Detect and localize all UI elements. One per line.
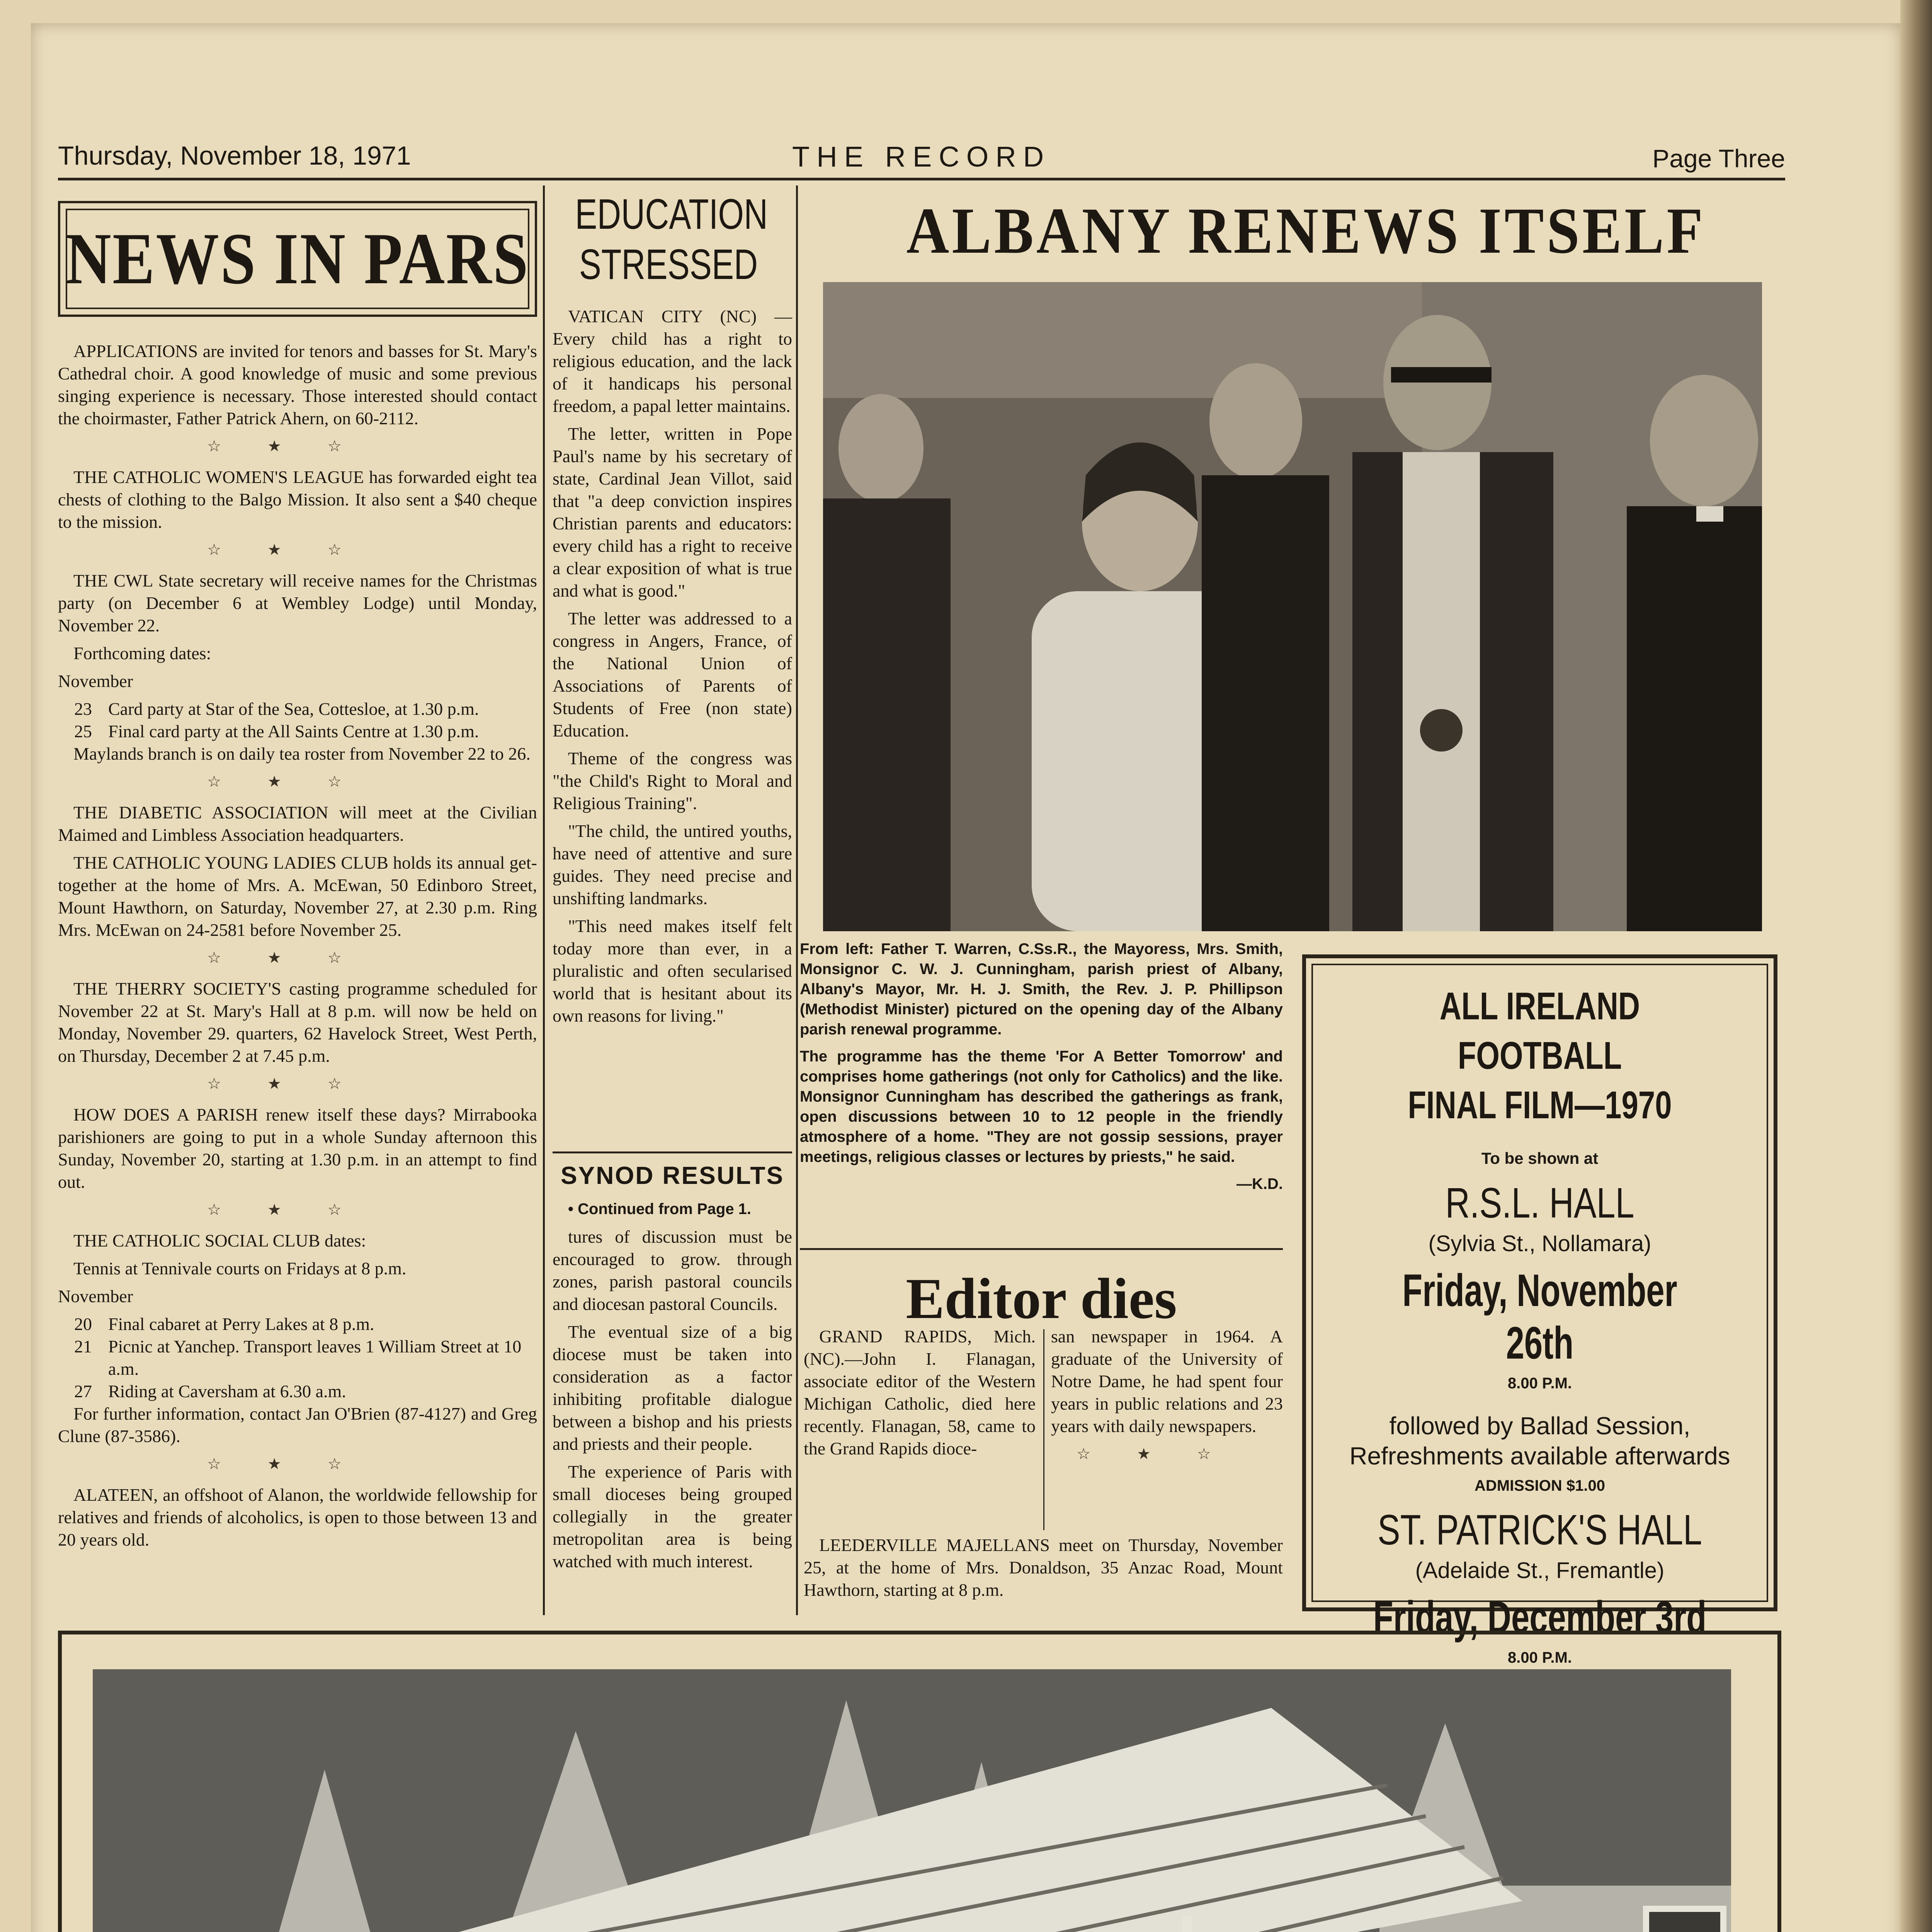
list-item: 20 Final cabaret at Perry Lakes at 8 p.m. [74,1314,374,1334]
article-paragraph: GRAND RAPIDS, Mich. (NC).—John I. Flanagan, associate editor of the Western Michigan Catholic, died here recently. Flanagan, 58, came to the Grand Rapids dioce- [804,1327,1036,1458]
film-venue-1: R.S.L. HALL [1445,1179,1634,1227]
par-item: THE THERRY SOCIETY'S casting programme scheduled for November 22 at St. Mary's Hall at 8 p.m. will now be held on Monday, November 29. quarters, 62 Havelock Street, West Perth, on Thursday, December 2 at 7.45 p.m. [58,979,537,1066]
star-separator: ☆★☆ [207,541,388,558]
article-paragraph: Theme of the congress was "the Child's Right to Moral and Religious Training". [553,748,792,813]
par-item: HOW DOES A PARISH renew itself these days? Mirrabooka parishioners are going to put in a whole Sunday afternoon this Sunday, November 20, starting at 1.30 p.m. in an attempt to find out. [58,1105,537,1192]
film-shown-at: To be shown at [1481,1149,1599,1167]
education-article [553,305,792,1032]
star-separator: ☆★☆ [207,1201,388,1218]
star-separator: ☆★☆ [207,1075,388,1092]
editor-dies-headline: Editor dies [800,1248,1283,1332]
par-item: ALATEEN, an offshoot of Alanon, the worldwide fellowship for relatives and friends of alcoholics, is open to those between 13 and 20 years old. [58,1485,537,1549]
film-date-1: Friday, November 26th [1402,1265,1677,1369]
page-edge [1900,0,1932,1932]
article-paragraph: "The child, the untired youths, have need of attentive and sure guides. They need precise and unshifting landmarks. [553,821,792,908]
header-page-number: Page Three [1652,144,1785,173]
film-venue-2: ST. PATRICK'S HALL [1378,1506,1702,1554]
star-separator: ☆★☆ [1077,1445,1257,1463]
news-in-pars-body [58,340,537,1556]
list-item: 25 Final card party at the All Saints Centre at 1.30 p.m. [74,721,479,741]
month-label: November [58,671,133,691]
star-separator: ☆★☆ [207,949,388,966]
article-paragraph: The letter, written in Pope Paul's name by his secretary of state, Cardinal Jean Villot, said that "a deep conviction inspires Christian parents and educators: every child has a right to receive a clear exposition of what is true and what is good." [553,424,792,600]
editor-article-col1 [804,1325,1036,1465]
article-paragraph: tures of discussion must be encouraged to grow. through zones, parish pastoral councils and diocesan pastoral Councils. [553,1227,792,1314]
photo-caption [800,939,1283,1201]
article-paragraph: "This need makes itself felt today more than ever, in a pluralistic and often secularised world that is hesitant about its own reasons for living." [553,916,792,1026]
article-paragraph: The experience of Paris with small dioceses being grouped collegially in the greater metropolitan area is being watched with much interest. [553,1462,792,1571]
header-date: Thursday, November 18, 1971 [58,141,411,170]
article-paragraph: The letter was addressed to a congress in Angers, France, of the National Union of Associations of Parents of Students of Free (non state) Education. [553,609,792,740]
film-title: ALL IRELAND FOOTBALL FINAL FILM—1970 [1408,985,1672,1127]
caption-byline: —K.D. [1236,1175,1283,1192]
caption-paragraph: The programme has the theme 'For A Better Tomorrow' and comprises home gatherings (not only for Catholics) and the like. Monsignor Cunningham has described the gatherings as frank, open discussions between 10 to 12 people in the friendly atmosphere of a home. "They are not gossip sessions, prayer meetings, religious classes or lectures by priests," he said. [800,1048,1283,1165]
prefabricated-enterprises-ad [58,1631,1781,1932]
article-paragraph: LEEDERVILLE MAJELLANS meet on Thursday, November 25, at the home of Mrs. Donaldson, 35 Anzac Road, Mount Hawthorn, starting at 8 p.m. [804,1535,1283,1600]
albany-group-photo [823,282,1762,931]
continued-note: • Continued from Page 1. [568,1201,752,1218]
month-label: November [58,1286,133,1306]
film-date-2: Friday, December 3rd [1373,1592,1707,1643]
list-item: 23 Card party at Star of the Sea, Cottesloe, at 1.30 p.m. [74,699,479,719]
football-film-ad [1302,954,1777,1666]
page-header [58,128,1785,180]
column-rule [543,185,545,1615]
house-illustration [93,1669,1731,1932]
star-separator: ☆★☆ [207,437,388,455]
par-item: APPLICATIONS are invited for tenors and basses for St. Mary's Cathedral choir. A good knowledge of music and some previous singing experience is necessary. Those interested should contact the choirmaster, Father Patrick Ahern, on 60-2112. [58,341,537,428]
education-headline: EDUCATION STRESSED [575,190,768,288]
film-address-1: (Sylvia St., Nollamara) [1428,1231,1651,1256]
column-rule [796,185,798,1615]
par-item: Forthcoming dates: [73,643,211,663]
par-item: THE DIABETIC ASSOCIATION will meet at the Civilian Maimed and Limbless Association headquarters. [58,803,537,845]
news-in-pars-title-box [58,201,537,317]
leederville-notice [804,1534,1283,1607]
par-item: THE CATHOLIC YOUNG LADIES CLUB holds its annual get-together at the home of Mrs. A. McEwan, 50 Edinboro Street, Mount Hawthorn, on Saturday, November 27, at 2.30 p.m. Ring Mrs. McEwan on 24-2581 before November 25. [58,853,537,940]
column-rule [1043,1329,1044,1530]
par-item: Tennis at Tennivale courts on Fridays at 8 p.m. [73,1259,406,1278]
editor-article-col2 [1051,1325,1283,1474]
article-paragraph: san newspaper in 1964. A graduate of the University of Notre Dame, he had spent four years in public relations and 23 years with daily newspapers. [1051,1327,1283,1436]
par-item: THE CATHOLIC WOMEN'S LEAGUE has forwarded eight tea chests of clothing to the Balgo Mission. It also sent a $40 cheque to the mission. [58,467,537,532]
par-item: THE CWL State secretary will receive names for the Christmas party (on December 6 at Wembley Lodge) until Monday, November 22. [58,571,537,635]
caption-paragraph: From left: Father T. Warren, C.Ss.R., the Mayoress, Mrs. Smith, Monsignor C. W. J. Cunningham, parish priest of Albany, Albany's Mayor, Mr. H. J. Smith, the Rev. J. P. Phillipson (Methodist Minister) pictured on the opening day of the Albany parish renewal programme. [800,940,1283,1038]
list-item: 27 Riding at Caversham at 6.30 a.m. [74,1381,346,1401]
article-paragraph: VATICAN CITY (NC) —Every child has a right to religious education, and the lack of it handicaps his personal freedom, a papal letter maintains. [553,306,792,416]
par-item: Maylands branch is on daily tea roster from November 22 to 26. [73,744,531,764]
par-item: For further information, contact Jan O'Brien (87-4127) and Greg Clune (87-3586). [58,1404,537,1446]
header-paper-name: THE RECORD [792,141,1051,173]
synod-headline: SYNOD RESULTS [553,1151,792,1190]
star-separator: ☆★☆ [207,1455,388,1473]
list-item: 21 Picnic at Yanchep. Transport leaves 1 William Street at 10 a.m. [74,1337,522,1379]
film-time-2: 8.00 P.M. [1507,1649,1572,1666]
article-paragraph: The eventual size of a big diocese must be taken into consideration as a factor inhibiting profitable dialogue between a bishop and his priests and priests and their people. [553,1322,792,1454]
synod-article [553,1198,792,1578]
film-time-1: 8.00 P.M. [1507,1375,1572,1392]
film-address-2: (Adelaide St., Fremantle) [1415,1558,1665,1583]
film-followed-by: followed by Ballad Session, Refreshments available afterwards [1349,1412,1730,1470]
news-in-pars-title: NEWS IN PARS [65,218,530,299]
par-item: THE CATHOLIC SOCIAL CLUB dates: [73,1231,366,1250]
film-admission-1: ADMISSION $1.00 [1475,1477,1605,1494]
star-separator: ☆★☆ [207,773,388,790]
albany-headline: ALBANY RENEWS ITSELF [906,194,1706,267]
